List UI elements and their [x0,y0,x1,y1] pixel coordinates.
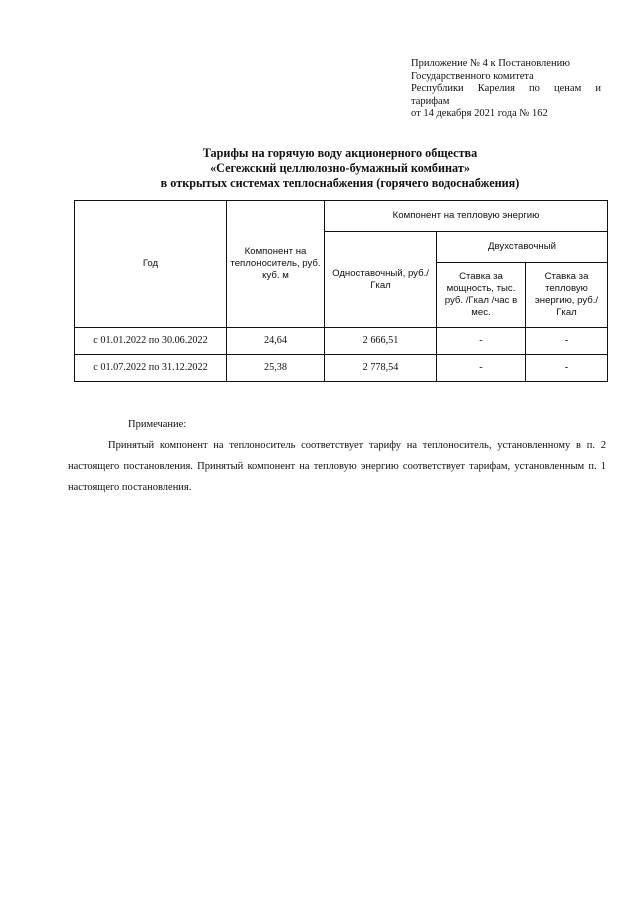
cell-period: с 01.07.2022 по 31.12.2022 [75,355,227,382]
cell-single-rate: 2 666,51 [325,328,437,355]
appendix-reference [411,58,601,121]
cell-coolant: 24,64 [227,328,325,355]
header-capacity-rate: Ставка за мощность, тыс. руб. /Гкал /час в мес. [437,263,526,328]
appendix-word: Карелия [477,83,515,95]
header-thermal-component: Компонент на тепловую энергию [325,201,608,232]
note-section [68,414,606,498]
cell-single-rate: 2 778,54 [325,355,437,382]
header-single-rate: Одноставочный, руб./Гкал [325,232,437,328]
appendix-word: по [529,83,540,95]
note-label: Примечание: [128,419,187,430]
appendix-line-2: Государственного комитета [411,70,534,82]
header-year: Год [75,201,227,328]
title-line-2: «Сегежский целлюлозно-бумажный комбинат» [210,161,470,175]
cell-capacity-rate: - [437,355,526,382]
table-row [75,355,608,382]
note-text: Принятый компонент на теплоноситель соответствует тарифу на теплоноситель, установленному в п. 2 настоящего постановления. Принятый компонент на тепловую энергию соответствует тарифам, установленным п. 1 настоящего постановления. [68,440,606,493]
cell-energy-rate: - [526,355,608,382]
appendix-word: ценам [554,83,582,95]
cell-period: с 01.01.2022 по 30.06.2022 [75,328,227,355]
tariff-table [74,200,608,382]
document-title [60,146,620,191]
header-two-rate: Двухставочный [437,232,608,263]
cell-capacity-rate: - [437,328,526,355]
cell-coolant: 25,38 [227,355,325,382]
appendix-line-4: тарифам [411,95,450,107]
header-coolant-component: Компонент на теплоноситель, руб. куб. м [227,201,325,328]
appendix-line-1: Приложение № 4 к Постановлению [411,58,571,69]
table-row [75,328,608,355]
cell-energy-rate: - [526,328,608,355]
title-line-3: в открытых системах теплоснабжения (горячего водоснабжения) [160,176,520,190]
appendix-word: Республики [411,83,464,95]
appendix-line-3 [411,83,601,96]
title-line-1: Тарифы на горячую воду акционерного общества [202,146,478,160]
appendix-word: и [595,83,601,95]
header-energy-rate: Ставка за тепловую энергию, руб./Гкал [526,263,608,328]
appendix-line-5: от 14 декабря 2021 года № 162 [411,108,548,120]
